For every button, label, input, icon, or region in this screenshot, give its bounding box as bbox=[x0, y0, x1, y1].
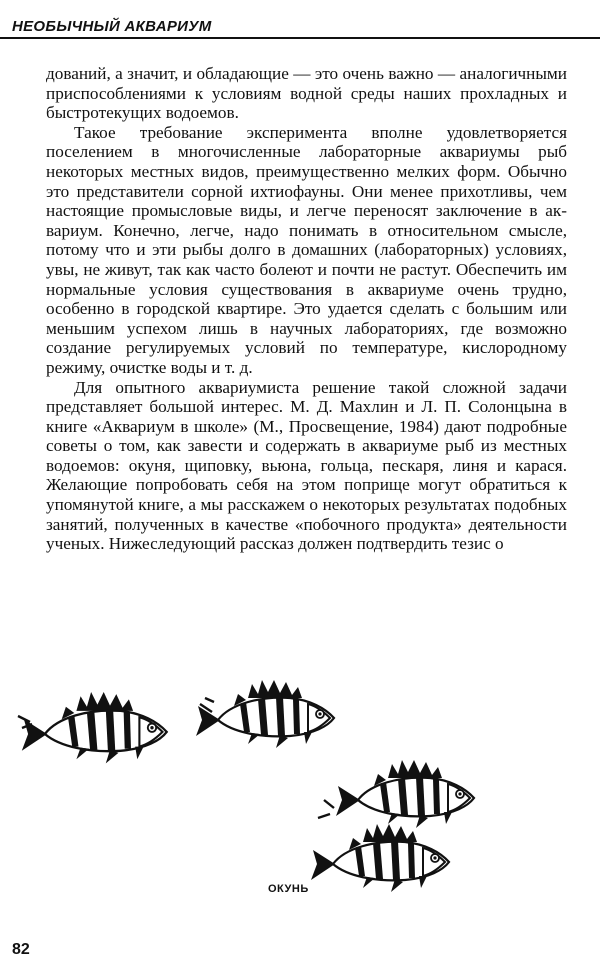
perch-fish-4 bbox=[311, 824, 449, 892]
perch-fish-2 bbox=[196, 680, 334, 748]
body-text bbox=[46, 64, 567, 554]
illustration-caption: ОКУНЬ bbox=[268, 883, 309, 895]
paragraph-3: Для опытного аквариумиста решение такой сложной задачи представляет большой интерес. М. Д. Махлин и Л. П. Солонцына в книге «Аквариум в школе» (М., Просвещение, 1984) дают подробные советы о том, как завести и содержать в аквариуме рыб из местных водоемов: окуня, щиповку, вьюна, гольца, пескаря, линя и карася. Желающие попробовать себя на этом поприще могут обратиться к упомянутой книге, а мы расскажем о некоторых результатах подобных занятий, полученных в качестве «побочного продукта» деятельности ученых. Нижеследующий рассказ должен подтвердить тезис о bbox=[46, 377, 567, 554]
running-header: НЕОБЫЧНЫЙ АКВАРИУМ bbox=[12, 18, 212, 35]
page-number: 82 bbox=[12, 941, 30, 958]
perch-fish-1 bbox=[22, 692, 167, 763]
paragraph-2: Такое требование эксперимента вполне удовлетворяется поселением в многочисленные лабораторные аквариумы рыб некоторых местных видов, преимущественно мелких форм. Обычно это представители сорной ихтиофауны. Они менее прихотливы, чем настоящие промысловые виды, и легче переносят заключение в аквариум. Конечно, легче, надо понимать в относительном смысле, потому что и эти рыбы долго в домашних (лабораторных) условиях, увы, не живут, так как часто болеют и почти не растут. Обеспечить им нормальные условия существования в аквариуме очень трудно, особенно в городской квартире. Это удается сделать с большим или меньшим успехом лишь в научных лабораториях, где возможно создание регулируемых условий по температуре, кислородному режиму, очистке воды и т. д. bbox=[46, 122, 567, 377]
perch-fish-3 bbox=[336, 760, 474, 828]
paragraph-1: дований, а значит, и обладающие — это очень важно — аналогичными приспособлениями к условиям водной среды наших прохладных и быстротекущих водоемов. bbox=[46, 64, 567, 123]
header-rule bbox=[0, 37, 600, 39]
